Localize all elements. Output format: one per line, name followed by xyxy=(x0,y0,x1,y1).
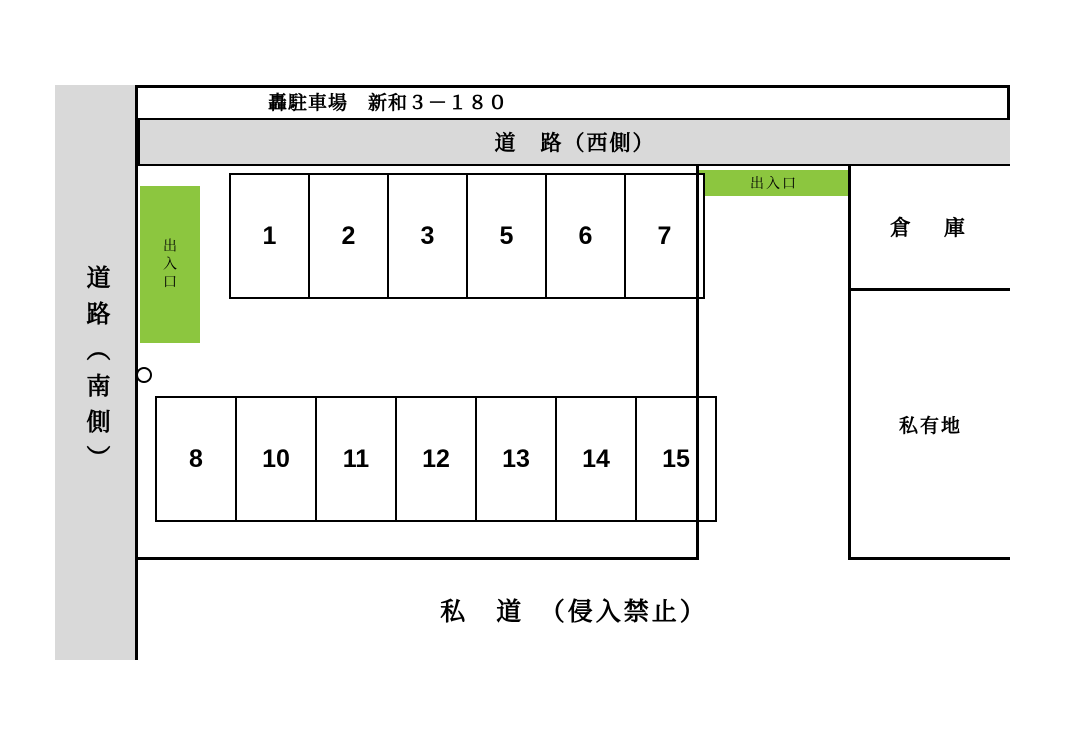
page-title: 轟駐車場 新和３－１８０ xyxy=(268,92,509,114)
parking-stall[interactable]: 7 xyxy=(624,173,705,299)
road-west-label: 道 路（西側） xyxy=(494,132,656,155)
stall-row-bottom xyxy=(155,396,717,518)
lot-boundary-vertical xyxy=(696,166,699,560)
road-south-band xyxy=(55,85,138,660)
parking-stall[interactable]: 1 xyxy=(229,173,310,299)
road-south-label: 道路（南側） xyxy=(82,264,109,481)
parking-stall[interactable]: 15 xyxy=(635,396,717,522)
warehouse-block xyxy=(848,166,1010,291)
private-road-band xyxy=(138,560,1010,660)
warehouse-label: 倉 庫 xyxy=(890,217,971,240)
private-road-label: 私 道 （侵入禁止） xyxy=(440,598,708,626)
private-land-block xyxy=(848,291,1010,560)
parking-stall[interactable]: 8 xyxy=(155,396,237,522)
entrance-top-strip xyxy=(698,170,850,196)
entrance-top-label: 出入口 xyxy=(750,175,798,191)
road-west-band xyxy=(138,118,1010,166)
parking-stall[interactable]: 3 xyxy=(387,173,468,299)
parking-stall[interactable]: 11 xyxy=(315,396,397,522)
entrance-left-block xyxy=(140,186,200,343)
private-land-label: 私有地 xyxy=(898,415,962,437)
parking-stall[interactable]: 10 xyxy=(235,396,317,522)
pole-marker-icon xyxy=(136,367,152,383)
parking-stall[interactable]: 2 xyxy=(308,173,389,299)
parking-stall[interactable]: 14 xyxy=(555,396,637,522)
parking-stall[interactable]: 6 xyxy=(545,173,626,299)
parking-stall[interactable]: 12 xyxy=(395,396,477,522)
parking-stall[interactable]: 13 xyxy=(475,396,557,522)
parking-stall[interactable]: 5 xyxy=(466,173,547,299)
entrance-left-label: 出入口 xyxy=(162,237,178,292)
stall-row-top xyxy=(229,173,705,295)
